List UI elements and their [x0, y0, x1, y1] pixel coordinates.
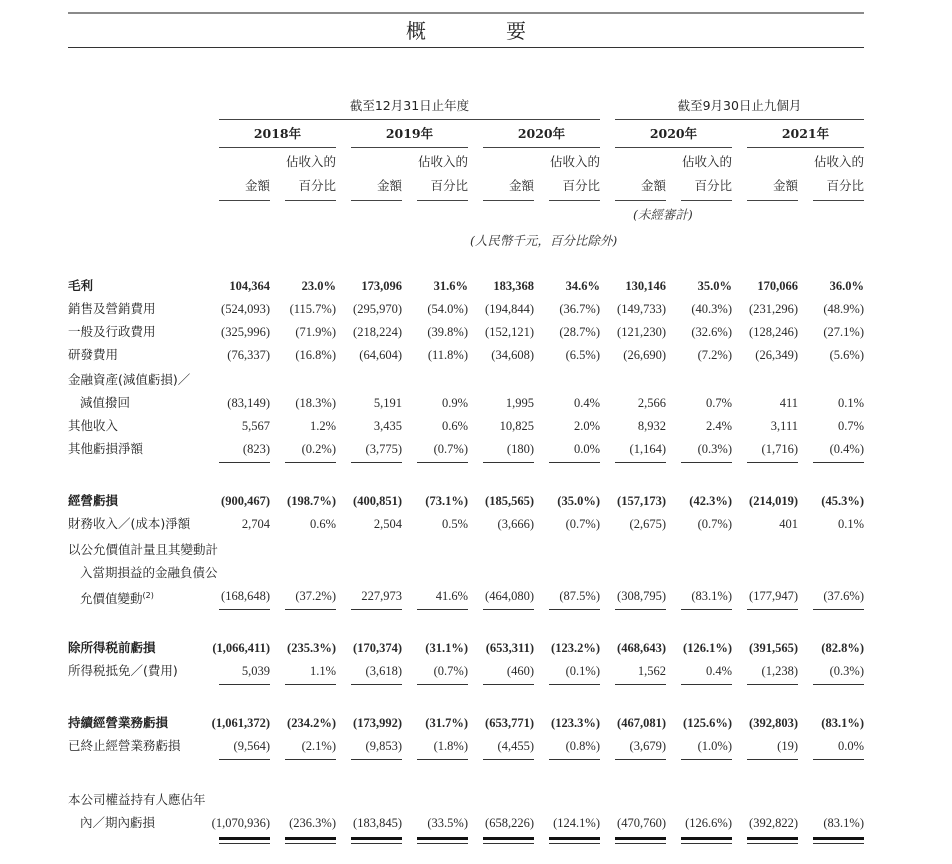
amount-cell: 5,191	[373, 396, 402, 410]
percent-cell: 0.4%	[573, 396, 600, 410]
percent-cell: 0.7%	[705, 396, 732, 410]
subtotal-rule	[681, 759, 732, 760]
subtotal-rule	[219, 684, 270, 685]
page-title: 概 要	[406, 19, 556, 43]
percent-cell: (45.3%)	[821, 494, 864, 508]
column-header-pct: 佔收入的	[417, 154, 468, 169]
row-label: 一般及行政費用	[68, 324, 156, 339]
total-double-rule	[813, 843, 864, 844]
amount-cell: (900,467)	[221, 494, 270, 508]
row-label: 以公允價值計量且其變動計	[68, 542, 219, 557]
total-double-rule	[549, 837, 600, 840]
percent-cell: 1.1%	[309, 664, 336, 678]
amount-cell: 3,435	[373, 419, 402, 433]
percent-cell: 0.6%	[441, 419, 468, 433]
row-label: 本公司權益持有人應佔年	[68, 792, 206, 807]
row-label: 已終止經營業務虧損	[68, 738, 181, 753]
amount-cell: (185,565)	[485, 494, 534, 508]
subtotal-rule	[483, 684, 534, 685]
total-double-rule	[285, 837, 336, 840]
column-rule	[351, 200, 402, 201]
row-label-cont: 入當期損益的金融負債公	[80, 565, 218, 580]
row-label: 除所得税前虧損	[68, 640, 156, 655]
subtotal-rule	[417, 609, 468, 610]
total-double-rule	[681, 843, 732, 844]
amount-cell: (658,226)	[485, 816, 534, 830]
amount-cell: 104,364	[229, 279, 270, 293]
amount-cell: (149,733)	[617, 302, 666, 316]
subtotal-rule	[681, 684, 732, 685]
percent-cell: (5.6%)	[829, 348, 864, 362]
amount-cell: (392,822)	[749, 816, 798, 830]
amount-cell: (177,947)	[749, 589, 798, 603]
amount-cell: (34,608)	[491, 348, 534, 362]
amount-cell: (152,121)	[485, 325, 534, 339]
row-label: 研發費用	[68, 347, 119, 362]
subtotal-rule	[219, 609, 270, 610]
percent-cell: (0.7%)	[433, 442, 468, 456]
amount-cell: (83,149)	[227, 396, 270, 410]
column-header-pct: 百分比	[826, 178, 864, 193]
subtotal-rule	[681, 609, 732, 610]
percent-cell: 0.9%	[441, 396, 468, 410]
percent-cell: 0.0%	[837, 739, 864, 753]
percent-cell: (42.3%)	[689, 494, 732, 508]
amount-cell: (194,844)	[485, 302, 534, 316]
percent-cell: (0.2%)	[301, 442, 336, 456]
percent-cell: (0.7%)	[697, 517, 732, 531]
amount-cell: (1,164)	[629, 442, 666, 456]
amount-cell: 183,368	[493, 279, 534, 293]
amount-cell: 227,973	[361, 589, 402, 603]
column-rule	[483, 200, 534, 201]
subtotal-rule	[351, 609, 402, 610]
column-rule	[813, 200, 864, 201]
percent-cell: (7.2%)	[697, 348, 732, 362]
total-double-rule	[351, 843, 402, 844]
year-rule	[351, 147, 468, 148]
percent-cell: (0.4%)	[829, 442, 864, 456]
row-label: 經營虧損	[68, 493, 119, 508]
total-double-rule	[483, 843, 534, 844]
percent-cell: (83.1%)	[821, 716, 864, 730]
percent-cell: (31.1%)	[425, 641, 468, 655]
subtotal-rule	[813, 759, 864, 760]
top-rule	[68, 12, 864, 14]
percent-cell: (27.1%)	[823, 325, 864, 339]
amount-cell: 2,704	[241, 517, 270, 531]
amount-cell: (400,851)	[353, 494, 402, 508]
amount-cell: (26,690)	[623, 348, 666, 362]
group-rule	[219, 119, 600, 120]
year-header: 2019年	[385, 126, 434, 141]
subtotal-rule	[285, 759, 336, 760]
column-header-pct: 百分比	[298, 178, 336, 193]
amount-cell: (1,061,372)	[211, 716, 270, 730]
column-rule	[747, 200, 798, 201]
percent-cell: (126.6%)	[685, 816, 732, 830]
group-header-annual: 截至12月31日止年度	[349, 98, 470, 113]
amount-cell: (460)	[506, 664, 534, 678]
amount-cell: (653,771)	[485, 716, 534, 730]
subtotal-rule	[549, 759, 600, 760]
amount-cell: (295,970)	[353, 302, 402, 316]
subtotal-rule	[417, 684, 468, 685]
row-label: 持續經營業務虧損	[68, 715, 169, 730]
percent-cell: (35.0%)	[557, 494, 600, 508]
column-header-amount: 金額	[640, 178, 666, 193]
percent-cell: (48.9%)	[823, 302, 864, 316]
year-rule	[747, 147, 864, 148]
subtotal-rule	[747, 759, 798, 760]
column-header-pct: 佔收入的	[285, 154, 336, 169]
amount-cell: (823)	[242, 442, 270, 456]
percent-cell: (123.3%)	[551, 716, 600, 730]
amount-cell: (524,093)	[221, 302, 270, 316]
row-label-cont: 內／期內虧損	[80, 815, 156, 830]
percent-cell: (125.6%)	[683, 716, 732, 730]
amount-cell: (325,996)	[221, 325, 270, 339]
amount-cell: (392,803)	[749, 716, 798, 730]
percent-cell: (115.7%)	[289, 302, 336, 316]
column-rule	[285, 200, 336, 201]
column-header-amount: 金額	[508, 178, 534, 193]
amount-cell: (3,775)	[365, 442, 402, 456]
percent-cell: 1.2%	[309, 419, 336, 433]
column-header-pct: 百分比	[694, 178, 732, 193]
percent-cell: (198.7%)	[287, 494, 336, 508]
column-header-pct: 佔收入的	[681, 154, 732, 169]
percent-cell: (73.1%)	[425, 494, 468, 508]
column-rule	[417, 200, 468, 201]
percent-cell: 0.7%	[837, 419, 864, 433]
amount-cell: (9,853)	[365, 739, 402, 753]
column-header-amount: 金額	[772, 178, 798, 193]
column-rule	[549, 200, 600, 201]
subtotal-rule	[351, 684, 402, 685]
amount-cell: (1,238)	[761, 664, 798, 678]
percent-cell: (6.5%)	[565, 348, 600, 362]
subtotal-rule	[747, 462, 798, 463]
total-double-rule	[417, 837, 468, 840]
row-label: 財務收入／(成本)淨額	[68, 516, 191, 531]
percent-cell: 0.6%	[309, 517, 336, 531]
amount-cell: (2,675)	[629, 517, 666, 531]
percent-cell: (0.7%)	[433, 664, 468, 678]
percent-cell: 35.0%	[697, 279, 732, 293]
amount-cell: (464,080)	[485, 589, 534, 603]
total-double-rule	[219, 843, 270, 844]
row-label: 其他收入	[68, 418, 119, 433]
row-label-cont: 減值撥回	[80, 395, 131, 410]
amount-cell: (26,349)	[755, 348, 798, 362]
percent-cell: (16.8%)	[295, 348, 336, 362]
amount-cell: (121,230)	[617, 325, 666, 339]
total-double-rule	[747, 837, 798, 840]
total-double-rule	[219, 837, 270, 840]
column-rule	[219, 200, 270, 201]
amount-cell: (157,173)	[617, 494, 666, 508]
percent-cell: (2.1%)	[301, 739, 336, 753]
total-double-rule	[483, 837, 534, 840]
amount-cell: (468,643)	[617, 641, 666, 655]
percent-cell: (39.8%)	[427, 325, 468, 339]
subtotal-rule	[549, 684, 600, 685]
row-label: 其他虧損淨額	[68, 441, 144, 456]
total-double-rule	[615, 843, 666, 844]
column-header-amount: 金額	[244, 178, 270, 193]
amount-cell: (218,224)	[353, 325, 402, 339]
percent-cell: (82.8%)	[821, 641, 864, 655]
amount-cell: (308,795)	[617, 589, 666, 603]
amount-cell: 5,567	[241, 419, 270, 433]
amount-cell: (3,666)	[497, 517, 534, 531]
percent-cell: 2.0%	[573, 419, 600, 433]
amount-cell: 1,562	[637, 664, 666, 678]
subtotal-rule	[615, 462, 666, 463]
percent-cell: 36.0%	[829, 279, 864, 293]
title-rule	[68, 47, 864, 48]
subtotal-rule	[417, 759, 468, 760]
amount-cell: 10,825	[499, 419, 534, 433]
percent-cell: (1.8%)	[433, 739, 468, 753]
percent-cell: 0.1%	[837, 517, 864, 531]
percent-cell: 31.6%	[433, 279, 468, 293]
amount-cell: 401	[779, 517, 798, 531]
amount-cell: (1,716)	[761, 442, 798, 456]
amount-cell: 3,111	[770, 419, 798, 433]
amount-cell: (19)	[777, 739, 798, 753]
percent-cell: (123.2%)	[551, 641, 600, 655]
amount-cell: (168,648)	[221, 589, 270, 603]
row-label: 銷售及營銷費用	[68, 301, 156, 316]
percent-cell: (31.7%)	[425, 716, 468, 730]
subtotal-rule	[285, 609, 336, 610]
percent-cell: (18.3%)	[295, 396, 336, 410]
percent-cell: (126.1%)	[683, 641, 732, 655]
group-rule	[615, 119, 864, 120]
percent-cell: (83.1%)	[823, 816, 864, 830]
amount-cell: (214,019)	[749, 494, 798, 508]
subtotal-rule	[681, 462, 732, 463]
percent-cell: (37.2%)	[295, 589, 336, 603]
percent-cell: (87.5%)	[559, 589, 600, 603]
row-label: 毛利	[68, 278, 94, 293]
amount-cell: 2,566	[637, 396, 666, 410]
percent-cell: (234.2%)	[287, 716, 336, 730]
year-header: 2018年	[253, 126, 302, 141]
amount-cell: (170,374)	[353, 641, 402, 655]
percent-cell: (1.0%)	[697, 739, 732, 753]
amount-cell: (391,565)	[749, 641, 798, 655]
percent-cell: (54.0%)	[427, 302, 468, 316]
amount-cell: 8,932	[637, 419, 666, 433]
subtotal-rule	[219, 462, 270, 463]
column-header-pct: 佔收入的	[813, 154, 864, 169]
amount-cell: (64,604)	[359, 348, 402, 362]
amount-cell: 411	[779, 396, 798, 410]
amount-cell: (3,679)	[629, 739, 666, 753]
amount-cell: (173,992)	[353, 716, 402, 730]
percent-cell: 2.4%	[705, 419, 732, 433]
subtotal-rule	[351, 759, 402, 760]
amount-cell: (3,618)	[365, 664, 402, 678]
total-double-rule	[813, 837, 864, 840]
total-double-rule	[549, 843, 600, 844]
subtotal-rule	[285, 684, 336, 685]
percent-cell: (36.7%)	[559, 302, 600, 316]
percent-cell: (0.8%)	[565, 739, 600, 753]
year-rule	[219, 147, 336, 148]
percent-cell: (33.5%)	[427, 816, 468, 830]
amount-cell: (183,845)	[353, 816, 402, 830]
amount-cell: (467,081)	[617, 716, 666, 730]
subtotal-rule	[813, 609, 864, 610]
footnote-marker[interactable]: (2)	[142, 591, 154, 600]
amount-cell: (1,070,936)	[211, 816, 270, 830]
percent-cell: 23.0%	[301, 279, 336, 293]
amount-cell: (4,455)	[497, 739, 534, 753]
percent-cell: (0.7%)	[565, 517, 600, 531]
column-header-pct: 百分比	[430, 178, 468, 193]
percent-cell: 41.6%	[435, 589, 468, 603]
unit-note: (人民幣千元，百分比除外)	[470, 233, 618, 248]
percent-cell: (124.1%)	[553, 816, 600, 830]
total-double-rule	[417, 843, 468, 844]
subtotal-rule	[417, 462, 468, 463]
amount-cell: (231,296)	[749, 302, 798, 316]
amount-cell: (9,564)	[233, 739, 270, 753]
group-header-nine-months: 截至9月30日止九個月	[677, 98, 802, 113]
percent-cell: (0.3%)	[697, 442, 732, 456]
percent-cell: (37.6%)	[823, 589, 864, 603]
year-header: 2021年	[781, 126, 830, 141]
percent-cell: (83.1%)	[691, 589, 732, 603]
year-rule	[615, 147, 732, 148]
subtotal-rule	[549, 609, 600, 610]
column-rule	[615, 200, 666, 201]
total-double-rule	[681, 837, 732, 840]
amount-cell: 130,146	[625, 279, 666, 293]
amount-cell: (76,337)	[227, 348, 270, 362]
amount-cell: 5,039	[241, 664, 270, 678]
percent-cell: (236.3%)	[289, 816, 336, 830]
unaudited-note: (未經審計)	[633, 207, 693, 222]
percent-cell: (11.8%)	[427, 348, 468, 362]
percent-cell: (32.6%)	[691, 325, 732, 339]
percent-cell: (40.3%)	[691, 302, 732, 316]
total-double-rule	[285, 843, 336, 844]
total-double-rule	[747, 843, 798, 844]
amount-cell: (1,066,411)	[212, 641, 270, 655]
amount-cell: 1,995	[505, 396, 534, 410]
subtotal-rule	[615, 759, 666, 760]
subtotal-rule	[285, 462, 336, 463]
row-label: 金融資產(減值虧損)／	[68, 372, 191, 387]
column-rule	[681, 200, 732, 201]
subtotal-rule	[351, 462, 402, 463]
percent-cell: 0.1%	[837, 396, 864, 410]
year-header: 2020年	[517, 126, 566, 141]
percent-cell: (0.3%)	[829, 664, 864, 678]
percent-cell: 0.0%	[573, 442, 600, 456]
subtotal-rule	[483, 759, 534, 760]
amount-cell: (128,246)	[749, 325, 798, 339]
percent-cell: (28.7%)	[559, 325, 600, 339]
year-header: 2020年	[649, 126, 698, 141]
subtotal-rule	[549, 462, 600, 463]
amount-cell: (653,311)	[485, 641, 534, 655]
percent-cell: (0.1%)	[565, 664, 600, 678]
row-label-cont: 允價值變動$^{(2)}$	[80, 591, 154, 607]
row-label: 所得税抵免／(費用)	[68, 663, 178, 678]
percent-cell: 0.5%	[441, 517, 468, 531]
column-header-pct: 佔收入的	[549, 154, 600, 169]
subtotal-rule	[483, 462, 534, 463]
subtotal-rule	[615, 684, 666, 685]
amount-cell: 173,096	[361, 279, 402, 293]
subtotal-rule	[813, 462, 864, 463]
amount-cell: (470,760)	[617, 816, 666, 830]
subtotal-rule	[747, 684, 798, 685]
column-header-amount: 金額	[376, 178, 402, 193]
percent-cell: 34.6%	[565, 279, 600, 293]
subtotal-rule	[813, 684, 864, 685]
percent-cell: (235.3%)	[287, 641, 336, 655]
percent-cell: (71.9%)	[295, 325, 336, 339]
amount-cell: (180)	[506, 442, 534, 456]
year-rule	[483, 147, 600, 148]
subtotal-rule	[615, 609, 666, 610]
subtotal-rule	[219, 759, 270, 760]
amount-cell: 2,504	[373, 517, 402, 531]
percent-cell: 0.4%	[705, 664, 732, 678]
total-double-rule	[615, 837, 666, 840]
column-header-pct: 百分比	[562, 178, 600, 193]
subtotal-rule	[483, 609, 534, 610]
amount-cell: 170,066	[757, 279, 798, 293]
subtotal-rule	[747, 609, 798, 610]
total-double-rule	[351, 837, 402, 840]
